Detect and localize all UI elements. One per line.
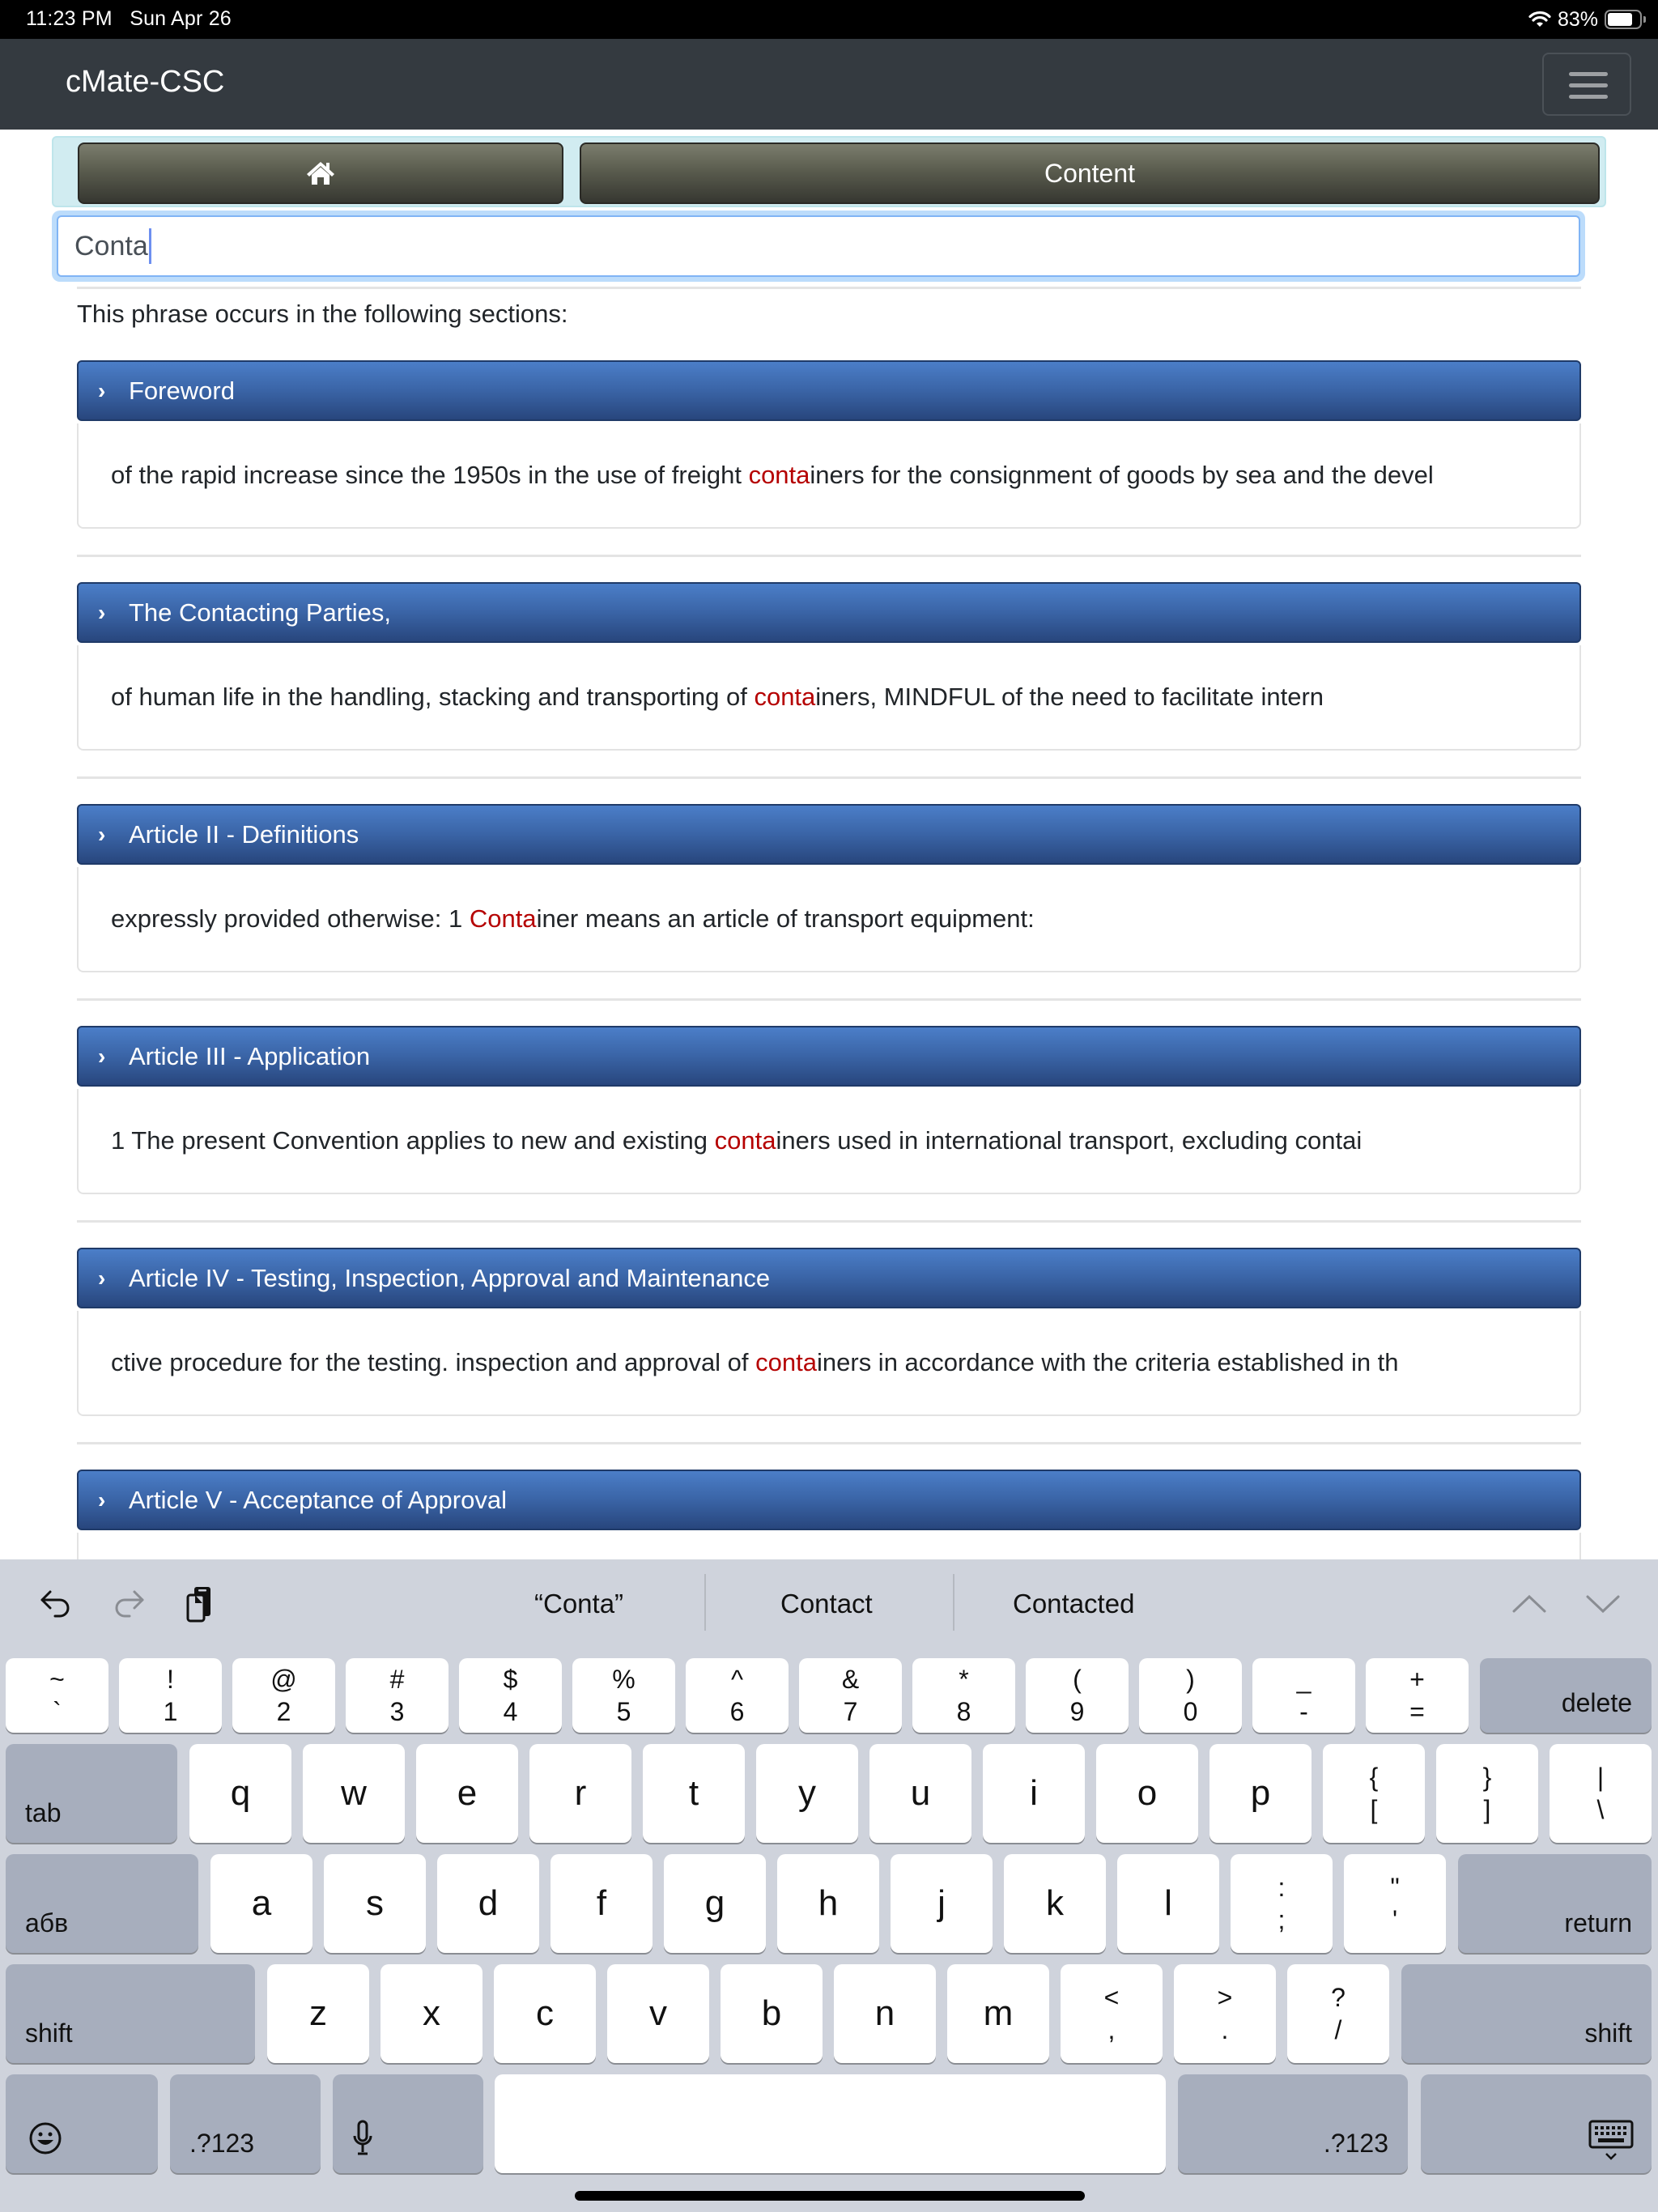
chevron-right-icon: › — [98, 1487, 106, 1512]
divider — [77, 1442, 1581, 1444]
battery-percent: 83% — [1557, 7, 1598, 31]
divider — [77, 287, 1581, 289]
section-title: Article IV - Testing, Inspection, Approval and Maintenance — [129, 1263, 771, 1292]
key-label: 4 — [503, 1697, 518, 1726]
key-label: o — [1137, 1773, 1158, 1813]
result-section — [77, 804, 1581, 1026]
section-snippet[interactable] — [77, 645, 1581, 751]
space-key[interactable] — [495, 2074, 1166, 2173]
chevron-right-icon: › — [98, 1265, 106, 1291]
match-highlight: conta — [748, 461, 810, 489]
suggestion-bar — [0, 1559, 1658, 1648]
letter-key-w[interactable] — [303, 1744, 405, 1843]
key-label: r — [574, 1773, 587, 1813]
keyboard-dismiss-icon — [1588, 2118, 1634, 2163]
key-label: shift — [25, 2018, 73, 2048]
letter-key-t[interactable] — [643, 1744, 745, 1843]
key-shift-label: > — [1217, 1983, 1233, 2012]
section-title: Article III - Application — [129, 1041, 371, 1070]
chevron-down-icon[interactable] — [1583, 1584, 1623, 1624]
letter-key-q[interactable] — [189, 1744, 291, 1843]
symbol-key[interactable] — [1287, 1964, 1389, 2063]
date-text: Sun Apr 26 — [130, 7, 232, 30]
letter-key-e[interactable] — [416, 1744, 518, 1843]
snippet-text: expressly provided otherwise: 1 — [111, 904, 470, 933]
symbol-key[interactable] — [1174, 1964, 1276, 2063]
number-key[interactable] — [232, 1658, 335, 1733]
section-header-article-iii[interactable] — [77, 1026, 1581, 1087]
key-label: g — [704, 1883, 725, 1923]
shift-left-key[interactable] — [6, 1964, 255, 2063]
microphone-icon — [352, 2120, 373, 2157]
letter-key-r[interactable] — [529, 1744, 631, 1843]
letter-key-i[interactable] — [983, 1744, 1085, 1843]
search-focus-ring — [52, 211, 1585, 282]
text-caret — [149, 228, 151, 264]
symbol-key[interactable] — [1231, 1854, 1333, 1953]
divider — [77, 998, 1581, 1001]
key-label: p — [1250, 1773, 1271, 1813]
key-label: ] — [1483, 1795, 1491, 1824]
chevron-right-icon: › — [98, 599, 106, 625]
letter-key-k[interactable] — [1004, 1854, 1106, 1953]
hide-keyboard-key[interactable] — [1421, 2074, 1652, 2173]
delete-key[interactable] — [1480, 1658, 1652, 1733]
number-key[interactable] — [912, 1658, 1015, 1733]
symbol-key[interactable] — [1323, 1744, 1425, 1843]
snippet-text: of human life in the handling, stacking and transporting of — [111, 683, 755, 711]
key-label: y — [798, 1773, 816, 1813]
suggestion-contact[interactable]: Contact — [780, 1589, 873, 1619]
key-label: shift — [1584, 2018, 1632, 2048]
match-highlight: conta — [714, 1126, 776, 1155]
key-label: 2 — [276, 1697, 291, 1726]
hamburger-icon-line — [1569, 95, 1608, 99]
key-label: . — [1221, 2015, 1229, 2044]
results-intro: This phrase occurs in the following sections: — [77, 300, 568, 328]
letter-key-p[interactable] — [1209, 1744, 1312, 1843]
letter-key-m[interactable] — [947, 1964, 1049, 2063]
emoji-icon — [28, 2121, 62, 2155]
key-label: 8 — [956, 1697, 971, 1726]
letter-key-f[interactable] — [551, 1854, 653, 1953]
key-shift-label: % — [612, 1665, 636, 1694]
key-shift-label: ! — [167, 1665, 174, 1694]
section-header-article-ii[interactable] — [77, 804, 1581, 865]
letter-key-y[interactable] — [756, 1744, 858, 1843]
key-label: / — [1334, 2015, 1342, 2044]
app-brand[interactable]: cMate-CSC — [66, 65, 225, 99]
key-shift-label: # — [389, 1665, 405, 1694]
key-label: n — [874, 1993, 895, 2033]
section-snippet[interactable] — [77, 1311, 1581, 1416]
key-shift-label: ) — [1186, 1665, 1195, 1694]
key-label: \ — [1596, 1795, 1605, 1824]
key-label: c — [536, 1993, 554, 2033]
key-label: tab — [25, 1798, 62, 1827]
paste-icon[interactable] — [180, 1584, 220, 1624]
return-key[interactable] — [1458, 1854, 1652, 1953]
key-label: v — [649, 1993, 667, 2033]
key-label: k — [1046, 1883, 1064, 1923]
result-section — [77, 1248, 1581, 1470]
key-shift-label: | — [1596, 1763, 1605, 1792]
key-shift-label: } — [1482, 1763, 1492, 1792]
key-shift-label: & — [841, 1665, 860, 1694]
number-key[interactable] — [1252, 1658, 1355, 1733]
number-key[interactable] — [346, 1658, 449, 1733]
divider — [77, 555, 1581, 557]
section-header-article-v[interactable] — [77, 1470, 1581, 1530]
letter-key-z[interactable] — [267, 1964, 369, 2063]
key-label: ` — [53, 1697, 62, 1726]
key-label: i — [1030, 1773, 1038, 1813]
symbol-key[interactable] — [1436, 1744, 1538, 1843]
menu-toggle-button[interactable] — [1542, 53, 1631, 116]
number-key[interactable] — [799, 1658, 902, 1733]
home-indicator[interactable] — [575, 2191, 1085, 2201]
navbar — [0, 39, 1658, 130]
key-label: z — [309, 1993, 327, 2033]
snippet-text: iners for the consignment of goods by sea and the devel — [810, 461, 1434, 489]
hamburger-icon-line — [1569, 83, 1608, 87]
key-label: e — [457, 1773, 478, 1813]
symbol-key[interactable] — [1550, 1744, 1652, 1843]
key-label: t — [688, 1773, 699, 1813]
key-label: ; — [1278, 1905, 1286, 1934]
content-button[interactable]: Content — [580, 143, 1600, 204]
section-title: Article II - Definitions — [129, 819, 359, 849]
snippet-text: of the rapid increase since the 1950s in the use of freight — [111, 461, 749, 489]
nav-toolbar — [52, 136, 1606, 207]
section-snippet[interactable] — [77, 423, 1581, 529]
letter-key-c[interactable] — [494, 1964, 596, 2063]
match-highlight: conta — [754, 683, 816, 711]
snippet-text: iners used in international transport, excluding contai — [776, 1126, 1363, 1155]
letter-key-v[interactable] — [607, 1964, 709, 2063]
snippet-text: iners, MINDFUL of the need to facilitate intern — [815, 683, 1324, 711]
key-shift-label: ? — [1331, 1983, 1346, 2012]
section-header-article-iv[interactable] — [77, 1248, 1581, 1308]
emoji-key[interactable] — [6, 2074, 158, 2173]
section-header-contracting-parties[interactable] — [77, 582, 1581, 643]
wifi-icon — [1528, 11, 1551, 28]
key-label: x — [423, 1993, 440, 2033]
section-header-foreword[interactable] — [77, 360, 1581, 421]
key-label: j — [937, 1883, 946, 1923]
key-shift-label: $ — [503, 1665, 518, 1694]
search-input-value: Conta — [74, 230, 148, 262]
key-shift-label: : — [1278, 1873, 1286, 1902]
number-key[interactable] — [119, 1658, 222, 1733]
search-input[interactable] — [57, 215, 1580, 277]
snippet-text: 1 The present Convention applies to new and existing — [111, 1126, 715, 1155]
key-label: m — [983, 1993, 1014, 2033]
home-icon — [305, 160, 336, 187]
key-label: delete — [1561, 1688, 1632, 1717]
key-shift-label: @ — [270, 1665, 297, 1694]
snippet-text: ctive procedure for the testing. inspection and approval of — [111, 1348, 756, 1376]
status-bar — [0, 0, 1658, 39]
number-key[interactable] — [1139, 1658, 1242, 1733]
letter-key-n[interactable] — [834, 1964, 936, 2063]
chevron-right-icon: › — [98, 821, 106, 847]
key-shift-label: + — [1409, 1665, 1425, 1694]
key-label: , — [1107, 2015, 1116, 2044]
divider — [953, 1574, 954, 1631]
key-label: = — [1409, 1697, 1425, 1726]
key-label: return — [1564, 1908, 1632, 1938]
result-section — [77, 1026, 1581, 1248]
onscreen-keyboard — [0, 1559, 1658, 2212]
section-title: Article V - Acceptance of Approval — [129, 1485, 507, 1514]
letter-key-o[interactable] — [1096, 1744, 1198, 1843]
snippet-text: iner means an article of transport equipment: — [536, 904, 1035, 933]
key-label: w — [341, 1773, 367, 1813]
number-key[interactable] — [459, 1658, 562, 1733]
chevron-right-icon: › — [98, 1043, 106, 1069]
key-label: 9 — [1069, 1697, 1085, 1726]
key-label: абв — [25, 1908, 69, 1938]
key-shift-label: ^ — [730, 1665, 743, 1694]
redo-icon[interactable] — [108, 1584, 149, 1624]
key-label: ' — [1392, 1905, 1398, 1934]
key-label: d — [478, 1883, 499, 1923]
dictation-key[interactable] — [333, 2074, 483, 2173]
key-label: .?123 — [189, 2129, 255, 2158]
number-key[interactable] — [1026, 1658, 1129, 1733]
chevron-up-icon[interactable] — [1509, 1584, 1550, 1624]
letter-key-x[interactable] — [380, 1964, 483, 2063]
number-key[interactable] — [686, 1658, 789, 1733]
key-label: h — [818, 1883, 839, 1923]
snippet-text: iners in accordance with the criteria established in th — [817, 1348, 1399, 1376]
tab-key[interactable] — [6, 1744, 177, 1843]
symbol-key[interactable] — [1344, 1854, 1446, 1953]
numbers-key-right[interactable] — [1178, 2074, 1408, 2173]
hamburger-icon — [1569, 72, 1608, 76]
status-right — [1528, 7, 1642, 32]
number-key[interactable] — [1366, 1658, 1469, 1733]
letter-key-d[interactable] — [437, 1854, 539, 1953]
symbol-key[interactable] — [1061, 1964, 1163, 2063]
key-label: s — [366, 1883, 384, 1923]
time-text: 11:23 PM — [26, 7, 113, 30]
key-shift-label: ( — [1073, 1665, 1082, 1694]
suggestion-contacted[interactable]: Contacted — [1013, 1589, 1135, 1619]
key-label: 1 — [163, 1697, 178, 1726]
chevron-right-icon: › — [98, 377, 106, 403]
section-title: Foreword — [129, 376, 235, 405]
key-label: 0 — [1183, 1697, 1198, 1726]
shift-right-key[interactable] — [1401, 1964, 1652, 2063]
letter-key-g[interactable] — [664, 1854, 766, 1953]
letter-key-j[interactable] — [891, 1854, 993, 1953]
key-shift-label: ~ — [49, 1665, 65, 1694]
key-label: 5 — [616, 1697, 631, 1726]
undo-icon[interactable] — [36, 1584, 76, 1624]
result-section — [77, 360, 1581, 582]
key-label: b — [761, 1993, 782, 2033]
key-shift-label: < — [1103, 1983, 1120, 2012]
number-key[interactable] — [572, 1658, 675, 1733]
letter-key-u[interactable] — [869, 1744, 971, 1843]
key-label: .?123 — [1323, 2129, 1388, 2158]
key-label: 7 — [843, 1697, 858, 1726]
match-highlight: conta — [755, 1348, 817, 1376]
key-shift-label: { — [1369, 1763, 1379, 1792]
section-title: The Contacting Parties, — [129, 598, 391, 627]
section-snippet[interactable] — [77, 1089, 1581, 1194]
letter-key-b[interactable] — [721, 1964, 823, 2063]
suggestion-typed[interactable]: “Conta” — [534, 1589, 624, 1619]
section-snippet[interactable] — [77, 867, 1581, 972]
key-shift-label: " — [1390, 1873, 1400, 1902]
result-section — [77, 582, 1581, 804]
results-list — [77, 360, 1581, 1691]
language-key[interactable] — [6, 1854, 198, 1953]
battery-icon — [1605, 10, 1642, 29]
key-label: 6 — [729, 1697, 745, 1726]
match-highlight: Conta — [469, 904, 537, 933]
key-label: a — [251, 1883, 272, 1923]
key-label: l — [1164, 1883, 1172, 1923]
divider — [704, 1574, 706, 1631]
home-button[interactable] — [78, 143, 563, 204]
key-shift-label: _ — [1296, 1665, 1312, 1694]
divider — [77, 776, 1581, 779]
letter-key-a[interactable] — [210, 1854, 312, 1953]
key-label: q — [230, 1773, 251, 1813]
key-label: - — [1299, 1697, 1308, 1726]
letter-key-s[interactable] — [324, 1854, 426, 1953]
numbers-key-left[interactable] — [170, 2074, 321, 2173]
letter-key-h[interactable] — [777, 1854, 879, 1953]
key-label: 3 — [389, 1697, 405, 1726]
key-label: u — [910, 1773, 931, 1813]
key-label: [ — [1370, 1795, 1378, 1824]
status-time — [26, 7, 232, 31]
letter-key-l[interactable] — [1117, 1854, 1219, 1953]
divider — [77, 1220, 1581, 1223]
key-label: f — [596, 1883, 607, 1923]
number-key[interactable] — [6, 1658, 108, 1733]
key-shift-label: * — [959, 1665, 969, 1694]
